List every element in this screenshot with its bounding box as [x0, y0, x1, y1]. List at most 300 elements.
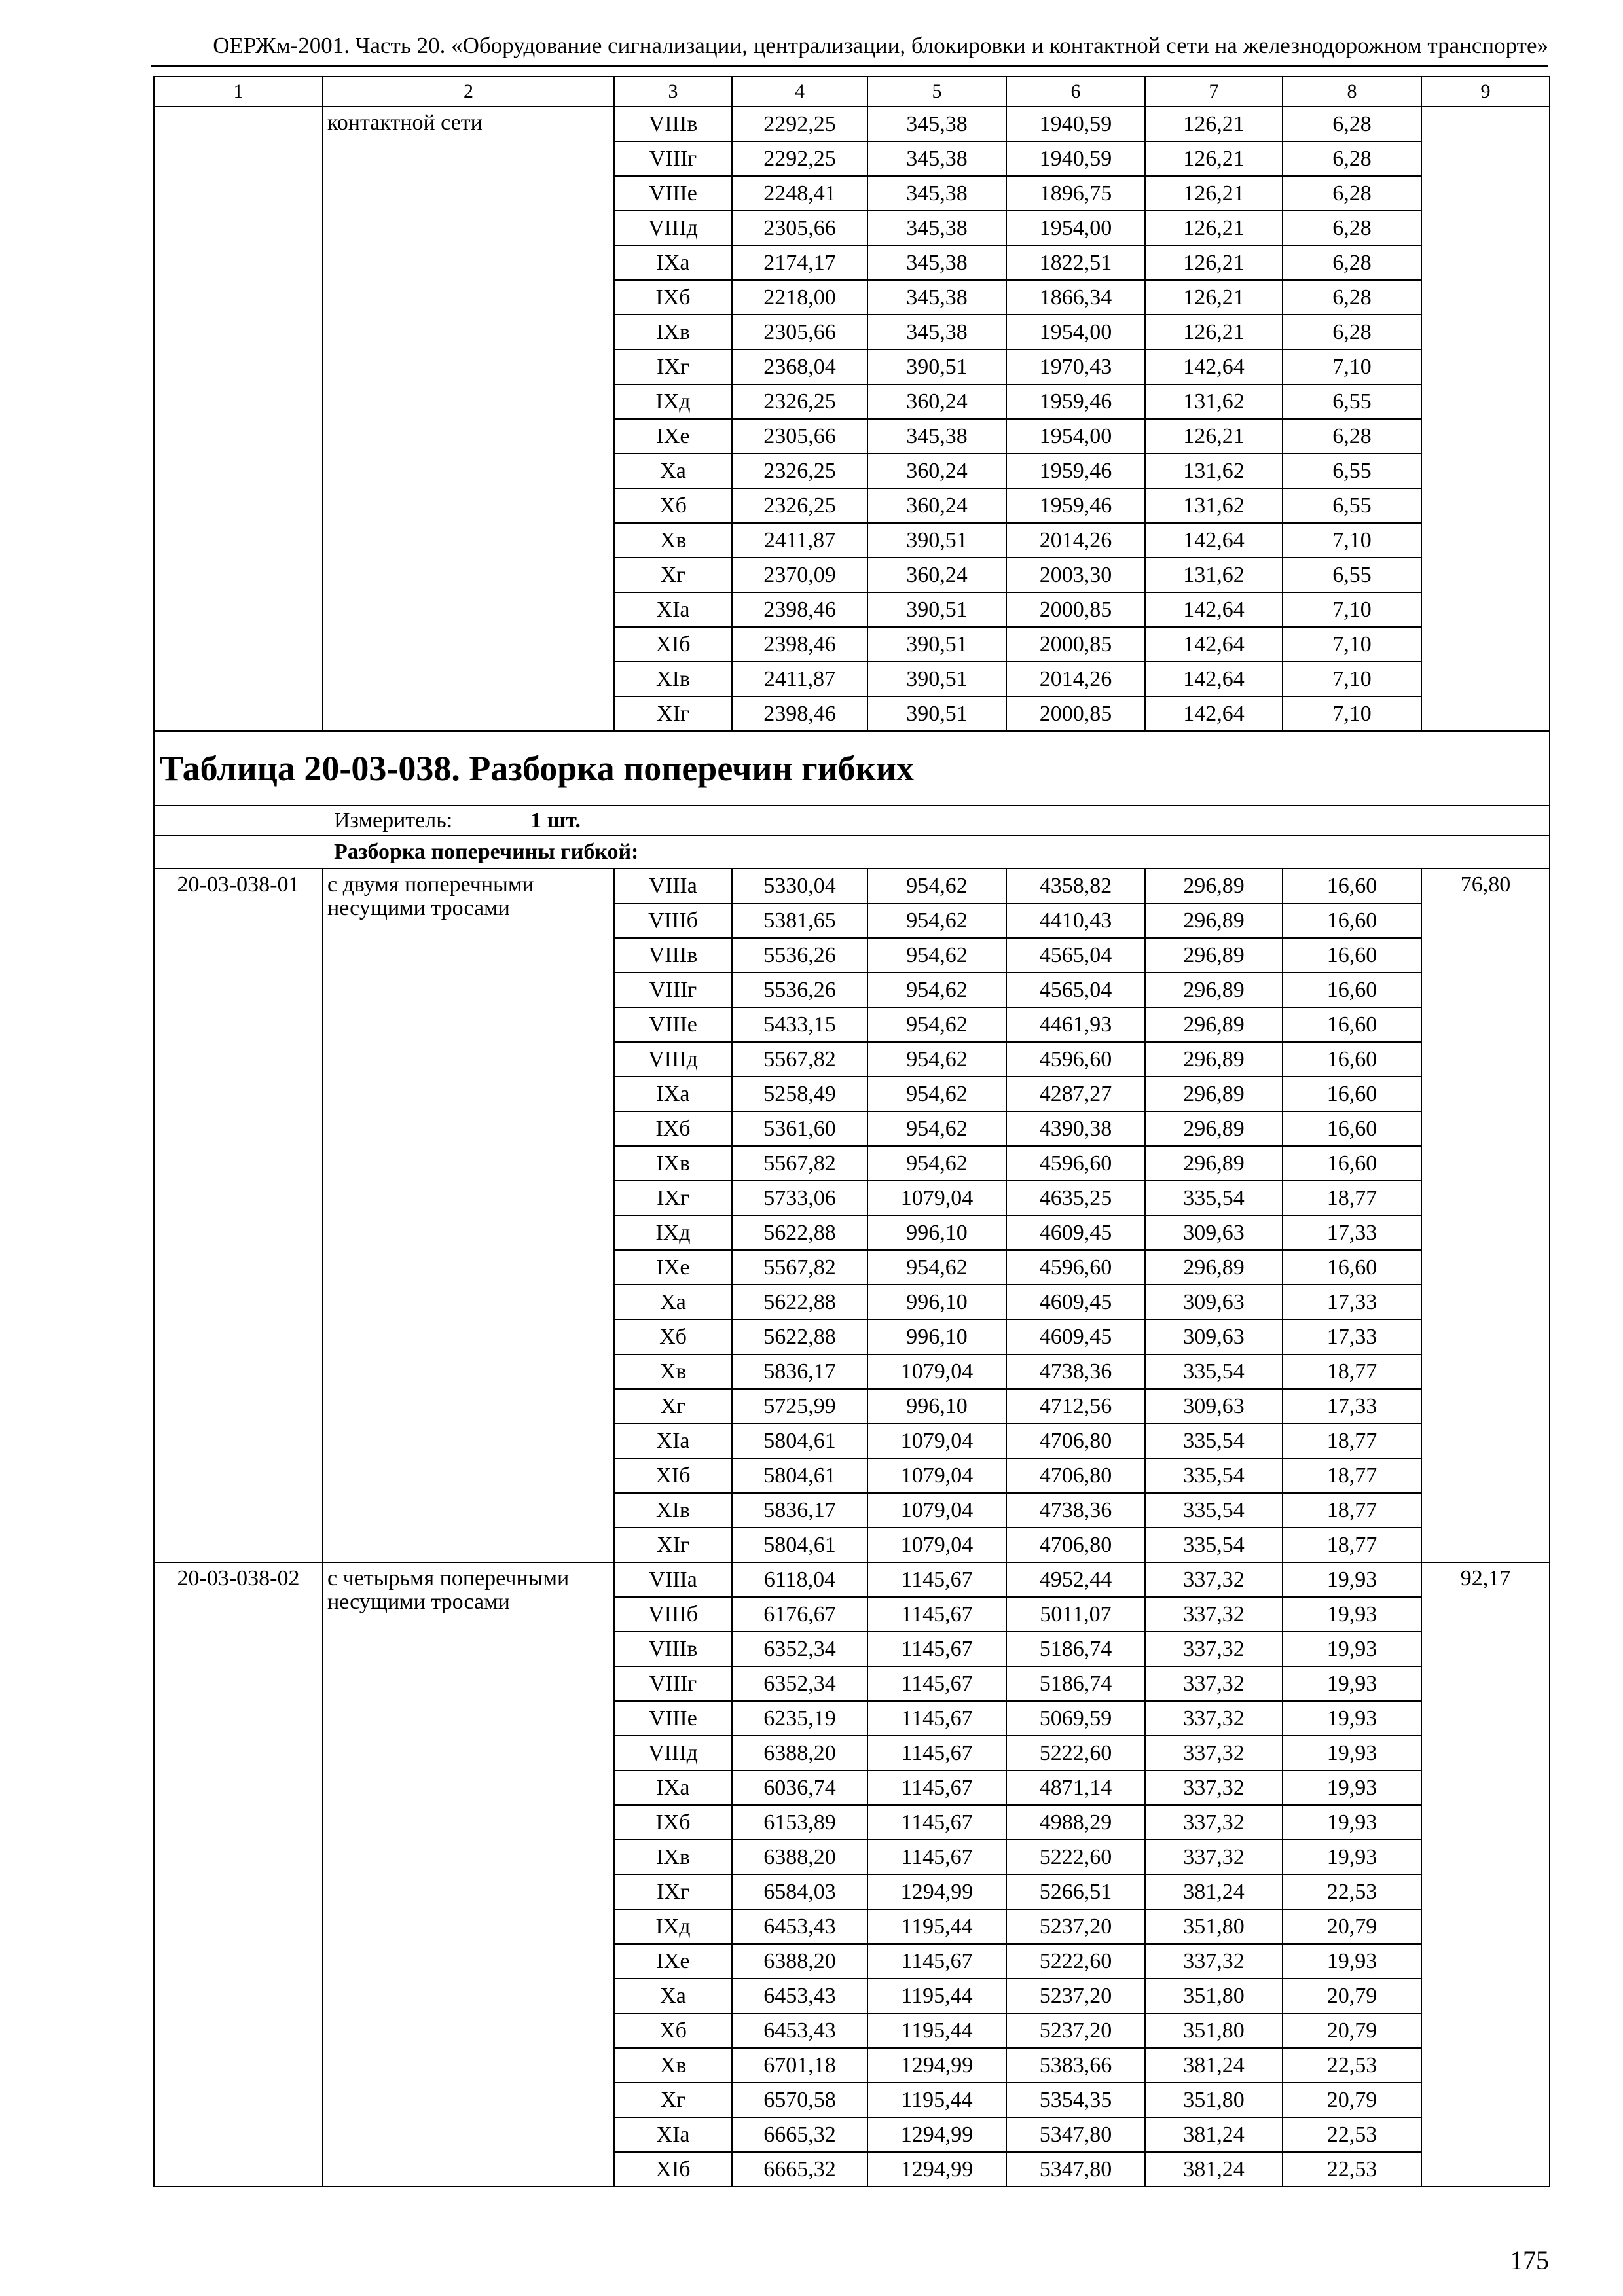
materials-cost-cell: 6,28	[1283, 141, 1421, 176]
resource-class-cell: IXв	[614, 315, 732, 350]
machines-cost-cell: 4565,04	[1006, 973, 1145, 1007]
total-cost-cell: 6352,34	[732, 1632, 867, 1666]
wages-cost-cell: 360,24	[867, 384, 1006, 419]
total-cost-cell: 6388,20	[732, 1944, 867, 1979]
wages-cost-cell: 1195,44	[867, 2013, 1006, 2048]
wages-cost-cell: 1079,04	[867, 1181, 1006, 1215]
machines-cost-cell: 2000,85	[1006, 592, 1145, 627]
resource-class-cell: VIIIб	[614, 1597, 732, 1632]
operators-wages-cell: 142,64	[1145, 350, 1283, 384]
resource-class-cell: VIIIг	[614, 973, 732, 1007]
materials-cost-cell: 20,79	[1283, 1979, 1421, 2013]
measure-row	[154, 806, 1550, 836]
total-cost-cell: 5836,17	[732, 1354, 867, 1389]
wages-cost-cell: 1145,67	[867, 1736, 1006, 1770]
wages-cost-cell: 954,62	[867, 1146, 1006, 1181]
table-title-row	[154, 731, 1550, 806]
operators-wages-cell: 335,54	[1145, 1181, 1283, 1215]
wages-cost-cell: 1145,67	[867, 1805, 1006, 1840]
operators-wages-cell: 337,32	[1145, 1701, 1283, 1736]
operators-wages-cell: 296,89	[1145, 973, 1283, 1007]
operators-wages-cell: 296,89	[1145, 869, 1283, 903]
total-cost-cell: 5804,61	[732, 1528, 867, 1562]
resource-class-cell: Xв	[614, 2048, 732, 2083]
resource-class-cell: IXе	[614, 419, 732, 454]
description-cell: контактной сети	[323, 107, 614, 731]
materials-cost-cell: 19,93	[1283, 1666, 1421, 1701]
resource-class-cell: XIа	[614, 1424, 732, 1458]
total-cost-cell: 6036,74	[732, 1770, 867, 1805]
wages-cost-cell: 345,38	[867, 107, 1006, 141]
materials-cost-cell: 22,53	[1283, 2152, 1421, 2187]
resource-class-cell: IXг	[614, 1874, 732, 1909]
wages-cost-cell: 1145,67	[867, 1632, 1006, 1666]
wages-cost-cell: 360,24	[867, 488, 1006, 523]
operators-wages-cell: 309,63	[1145, 1389, 1283, 1424]
total-cost-cell: 6453,43	[732, 2013, 867, 2048]
wages-cost-cell: 360,24	[867, 454, 1006, 488]
column-number-cell: 5	[867, 77, 1006, 107]
materials-cost-cell: 6,28	[1283, 419, 1421, 454]
machines-cost-cell: 2000,85	[1006, 696, 1145, 731]
resource-class-cell: VIIIд	[614, 211, 732, 245]
operators-wages-cell: 337,32	[1145, 1770, 1283, 1805]
operators-wages-cell: 296,89	[1145, 1146, 1283, 1181]
total-cost-cell: 2218,00	[732, 280, 867, 315]
machines-cost-cell: 4952,44	[1006, 1562, 1145, 1597]
operators-wages-cell: 126,21	[1145, 107, 1283, 141]
operators-wages-cell: 126,21	[1145, 141, 1283, 176]
operators-wages-cell: 381,24	[1145, 2048, 1283, 2083]
total-cost-cell: 5567,82	[732, 1042, 867, 1077]
total-cost-cell: 5725,99	[732, 1389, 867, 1424]
materials-cost-cell: 6,28	[1283, 176, 1421, 211]
resource-class-cell: XIб	[614, 2152, 732, 2187]
machines-cost-cell: 5347,80	[1006, 2152, 1145, 2187]
materials-cost-cell: 19,93	[1283, 1562, 1421, 1597]
wages-cost-cell: 1145,67	[867, 1944, 1006, 1979]
wages-cost-cell: 1294,99	[867, 2152, 1006, 2187]
operators-wages-cell: 296,89	[1145, 1042, 1283, 1077]
wages-cost-cell: 954,62	[867, 938, 1006, 973]
total-cost-cell: 2292,25	[732, 107, 867, 141]
resource-class-cell: Xа	[614, 454, 732, 488]
resource-class-cell: Xб	[614, 1319, 732, 1354]
code-cell: 20-03-038-01	[154, 869, 323, 1562]
materials-cost-cell: 7,10	[1283, 627, 1421, 662]
resource-class-cell: IXа	[614, 1770, 732, 1805]
materials-cost-cell: 17,33	[1283, 1285, 1421, 1319]
resource-class-cell: VIIIа	[614, 1562, 732, 1597]
machines-cost-cell: 1954,00	[1006, 211, 1145, 245]
machines-cost-cell: 5222,60	[1006, 1840, 1145, 1874]
machines-cost-cell: 1954,00	[1006, 419, 1145, 454]
resource-class-cell: VIIIв	[614, 938, 732, 973]
resource-class-cell: Xв	[614, 1354, 732, 1389]
col9-cell: 76,80	[1421, 869, 1550, 1562]
resource-class-cell: IXа	[614, 245, 732, 280]
machines-cost-cell: 1959,46	[1006, 384, 1145, 419]
operators-wages-cell: 296,89	[1145, 1077, 1283, 1111]
resource-class-cell: XIб	[614, 1458, 732, 1493]
total-cost-cell: 2174,17	[732, 245, 867, 280]
materials-cost-cell: 7,10	[1283, 696, 1421, 731]
machines-cost-cell: 4706,80	[1006, 1424, 1145, 1458]
col9-cell: 92,17	[1421, 1562, 1550, 2187]
wages-cost-cell: 954,62	[867, 1111, 1006, 1146]
operators-wages-cell: 351,80	[1145, 2083, 1283, 2117]
wages-cost-cell: 1145,67	[867, 1666, 1006, 1701]
resource-class-cell: IXд	[614, 1215, 732, 1250]
machines-cost-cell: 4358,82	[1006, 869, 1145, 903]
machines-cost-cell: 4596,60	[1006, 1146, 1145, 1181]
code-cell: 20-03-038-02	[154, 1562, 323, 2187]
table-row	[154, 107, 1550, 141]
machines-cost-cell: 4871,14	[1006, 1770, 1145, 1805]
resource-class-cell: VIIIв	[614, 1632, 732, 1666]
total-cost-cell: 2292,25	[732, 141, 867, 176]
materials-cost-cell: 7,10	[1283, 523, 1421, 558]
operators-wages-cell: 337,32	[1145, 1632, 1283, 1666]
resource-class-cell: IXг	[614, 350, 732, 384]
wages-cost-cell: 1145,67	[867, 1562, 1006, 1597]
materials-cost-cell: 20,79	[1283, 2083, 1421, 2117]
total-cost-cell: 6388,20	[732, 1736, 867, 1770]
wages-cost-cell: 1294,99	[867, 2048, 1006, 2083]
materials-cost-cell: 18,77	[1283, 1458, 1421, 1493]
operators-wages-cell: 337,32	[1145, 1944, 1283, 1979]
materials-cost-cell: 20,79	[1283, 2013, 1421, 2048]
operators-wages-cell: 131,62	[1145, 454, 1283, 488]
wages-cost-cell: 996,10	[867, 1285, 1006, 1319]
operators-wages-cell: 296,89	[1145, 938, 1283, 973]
wages-cost-cell: 954,62	[867, 1250, 1006, 1285]
total-cost-cell: 5804,61	[732, 1458, 867, 1493]
wages-cost-cell: 390,51	[867, 627, 1006, 662]
materials-cost-cell: 18,77	[1283, 1424, 1421, 1458]
total-cost-cell: 6665,32	[732, 2152, 867, 2187]
operators-wages-cell: 142,64	[1145, 627, 1283, 662]
operators-wages-cell: 142,64	[1145, 696, 1283, 731]
machines-cost-cell: 5237,20	[1006, 1979, 1145, 2013]
total-cost-cell: 6453,43	[732, 1979, 867, 2013]
operators-wages-cell: 351,80	[1145, 1979, 1283, 2013]
section-heading-row	[154, 836, 1550, 869]
materials-cost-cell: 6,55	[1283, 454, 1421, 488]
column-number-cell: 8	[1283, 77, 1421, 107]
machines-cost-cell: 4596,60	[1006, 1042, 1145, 1077]
machines-cost-cell: 4738,36	[1006, 1493, 1145, 1528]
machines-cost-cell: 5383,66	[1006, 2048, 1145, 2083]
operators-wages-cell: 126,21	[1145, 245, 1283, 280]
materials-cost-cell: 16,60	[1283, 1146, 1421, 1181]
resource-class-cell: XIа	[614, 2117, 732, 2152]
materials-cost-cell: 16,60	[1283, 869, 1421, 903]
materials-cost-cell: 16,60	[1283, 1250, 1421, 1285]
machines-cost-cell: 1959,46	[1006, 488, 1145, 523]
operators-wages-cell: 337,32	[1145, 1805, 1283, 1840]
resource-class-cell: IXб	[614, 1805, 732, 1840]
materials-cost-cell: 18,77	[1283, 1493, 1421, 1528]
resource-class-cell: IXб	[614, 280, 732, 315]
materials-cost-cell: 19,93	[1283, 1805, 1421, 1840]
code-cell	[154, 107, 323, 731]
resource-class-cell: IXе	[614, 1944, 732, 1979]
operators-wages-cell: 131,62	[1145, 384, 1283, 419]
operators-wages-cell: 142,64	[1145, 523, 1283, 558]
price-table	[153, 76, 1550, 2187]
machines-cost-cell: 4609,45	[1006, 1215, 1145, 1250]
operators-wages-cell: 126,21	[1145, 315, 1283, 350]
total-cost-cell: 2326,25	[732, 488, 867, 523]
total-cost-cell: 2368,04	[732, 350, 867, 384]
total-cost-cell: 5567,82	[732, 1250, 867, 1285]
total-cost-cell: 2411,87	[732, 662, 867, 696]
wages-cost-cell: 954,62	[867, 1007, 1006, 1042]
machines-cost-cell: 4712,56	[1006, 1389, 1145, 1424]
resource-class-cell: VIIIа	[614, 869, 732, 903]
resource-class-cell: XIв	[614, 1493, 732, 1528]
resource-class-cell: Xа	[614, 1285, 732, 1319]
wages-cost-cell: 1145,67	[867, 1770, 1006, 1805]
column-number-cell: 4	[732, 77, 867, 107]
resource-class-cell: Xг	[614, 2083, 732, 2117]
machines-cost-cell: 5011,07	[1006, 1597, 1145, 1632]
wages-cost-cell: 1145,67	[867, 1597, 1006, 1632]
machines-cost-cell: 2014,26	[1006, 523, 1145, 558]
resource-class-cell: IXб	[614, 1111, 732, 1146]
wages-cost-cell: 345,38	[867, 280, 1006, 315]
total-cost-cell: 2326,25	[732, 384, 867, 419]
machines-cost-cell: 4988,29	[1006, 1805, 1145, 1840]
total-cost-cell: 2411,87	[732, 523, 867, 558]
materials-cost-cell: 6,28	[1283, 280, 1421, 315]
table-row	[154, 869, 1550, 903]
operators-wages-cell: 381,24	[1145, 2117, 1283, 2152]
machines-cost-cell: 2000,85	[1006, 627, 1145, 662]
materials-cost-cell: 6,28	[1283, 245, 1421, 280]
total-cost-cell: 2305,66	[732, 419, 867, 454]
resource-class-cell: IXд	[614, 384, 732, 419]
materials-cost-cell: 7,10	[1283, 592, 1421, 627]
machines-cost-cell: 4738,36	[1006, 1354, 1145, 1389]
column-number-cell: 3	[614, 77, 732, 107]
resource-class-cell: XIв	[614, 662, 732, 696]
materials-cost-cell: 6,55	[1283, 488, 1421, 523]
measure-cell	[154, 806, 1550, 836]
operators-wages-cell: 335,54	[1145, 1424, 1283, 1458]
wages-cost-cell: 954,62	[867, 869, 1006, 903]
wages-cost-cell: 996,10	[867, 1215, 1006, 1250]
resource-class-cell: VIIIд	[614, 1736, 732, 1770]
resource-class-cell: VIIIв	[614, 107, 732, 141]
machines-cost-cell: 1822,51	[1006, 245, 1145, 280]
machines-cost-cell: 5186,74	[1006, 1632, 1145, 1666]
machines-cost-cell: 4287,27	[1006, 1077, 1145, 1111]
materials-cost-cell: 6,28	[1283, 315, 1421, 350]
total-cost-cell: 2370,09	[732, 558, 867, 592]
wages-cost-cell: 345,38	[867, 245, 1006, 280]
materials-cost-cell: 16,60	[1283, 903, 1421, 938]
operators-wages-cell: 381,24	[1145, 1874, 1283, 1909]
operators-wages-cell: 335,54	[1145, 1528, 1283, 1562]
wages-cost-cell: 1079,04	[867, 1458, 1006, 1493]
total-cost-cell: 5804,61	[732, 1424, 867, 1458]
wages-cost-cell: 390,51	[867, 523, 1006, 558]
materials-cost-cell: 7,10	[1283, 662, 1421, 696]
table-body	[154, 77, 1550, 2187]
materials-cost-cell: 16,60	[1283, 938, 1421, 973]
resource-class-cell: XIг	[614, 696, 732, 731]
wages-cost-cell: 390,51	[867, 592, 1006, 627]
operators-wages-cell: 296,89	[1145, 1111, 1283, 1146]
operators-wages-cell: 142,64	[1145, 592, 1283, 627]
total-cost-cell: 5381,65	[732, 903, 867, 938]
column-number-cell: 9	[1421, 77, 1550, 107]
wages-cost-cell: 345,38	[867, 141, 1006, 176]
wages-cost-cell: 1195,44	[867, 1979, 1006, 2013]
materials-cost-cell: 17,33	[1283, 1319, 1421, 1354]
wages-cost-cell: 345,38	[867, 419, 1006, 454]
machines-cost-cell: 1896,75	[1006, 176, 1145, 211]
materials-cost-cell: 19,93	[1283, 1597, 1421, 1632]
total-cost-cell: 5361,60	[732, 1111, 867, 1146]
resource-class-cell: Xг	[614, 1389, 732, 1424]
operators-wages-cell: 351,80	[1145, 2013, 1283, 2048]
operators-wages-cell: 126,21	[1145, 211, 1283, 245]
wages-cost-cell: 390,51	[867, 350, 1006, 384]
resource-class-cell: IXв	[614, 1146, 732, 1181]
machines-cost-cell: 4410,43	[1006, 903, 1145, 938]
resource-class-cell: Xв	[614, 523, 732, 558]
operators-wages-cell: 126,21	[1145, 419, 1283, 454]
operators-wages-cell: 337,32	[1145, 1736, 1283, 1770]
total-cost-cell: 5536,26	[732, 973, 867, 1007]
resource-class-cell: Xа	[614, 1979, 732, 2013]
machines-cost-cell: 5069,59	[1006, 1701, 1145, 1736]
wages-cost-cell: 1079,04	[867, 1493, 1006, 1528]
machines-cost-cell: 5222,60	[1006, 1944, 1145, 1979]
materials-cost-cell: 6,28	[1283, 107, 1421, 141]
materials-cost-cell: 22,53	[1283, 2048, 1421, 2083]
total-cost-cell: 2305,66	[732, 211, 867, 245]
machines-cost-cell: 1954,00	[1006, 315, 1145, 350]
materials-cost-cell: 19,93	[1283, 1701, 1421, 1736]
description-cell: с двумя поперечными несущими тросами	[323, 869, 614, 1562]
resource-class-cell: VIIIе	[614, 1701, 732, 1736]
total-cost-cell: 6352,34	[732, 1666, 867, 1701]
table-title: Таблица 20-03-038. Разборка поперечин гибких	[154, 731, 1550, 806]
total-cost-cell: 5836,17	[732, 1493, 867, 1528]
operators-wages-cell: 296,89	[1145, 1007, 1283, 1042]
wages-cost-cell: 345,38	[867, 315, 1006, 350]
operators-wages-cell: 335,54	[1145, 1458, 1283, 1493]
operators-wages-cell: 381,24	[1145, 2152, 1283, 2187]
materials-cost-cell: 6,55	[1283, 384, 1421, 419]
materials-cost-cell: 6,55	[1283, 558, 1421, 592]
materials-cost-cell: 19,93	[1283, 1770, 1421, 1805]
measure-value: 1 шт.	[530, 808, 581, 833]
table-row	[154, 1562, 1550, 1597]
total-cost-cell: 6701,18	[732, 2048, 867, 2083]
wages-cost-cell: 954,62	[867, 1077, 1006, 1111]
total-cost-cell: 2326,25	[732, 454, 867, 488]
total-cost-cell: 6665,32	[732, 2117, 867, 2152]
machines-cost-cell: 2014,26	[1006, 662, 1145, 696]
wages-cost-cell: 1079,04	[867, 1354, 1006, 1389]
running-header: ОЕРЖм-2001. Часть 20. «Оборудование сигнализации, централизации, блокировки и контактной сети на железнодорожном транспорте»	[213, 33, 1548, 58]
resource-class-cell: VIIIг	[614, 141, 732, 176]
machines-cost-cell: 5237,20	[1006, 2013, 1145, 2048]
operators-wages-cell: 296,89	[1145, 903, 1283, 938]
resource-class-cell: IXг	[614, 1181, 732, 1215]
operators-wages-cell: 131,62	[1145, 558, 1283, 592]
total-cost-cell: 2305,66	[732, 315, 867, 350]
materials-cost-cell: 16,60	[1283, 1077, 1421, 1111]
wages-cost-cell: 390,51	[867, 696, 1006, 731]
operators-wages-cell: 337,32	[1145, 1840, 1283, 1874]
wages-cost-cell: 1079,04	[867, 1528, 1006, 1562]
materials-cost-cell: 19,93	[1283, 1840, 1421, 1874]
total-cost-cell: 5622,88	[732, 1215, 867, 1250]
wages-cost-cell: 954,62	[867, 903, 1006, 938]
resource-class-cell: IXв	[614, 1840, 732, 1874]
total-cost-cell: 2398,46	[732, 696, 867, 731]
total-cost-cell: 5733,06	[732, 1181, 867, 1215]
resource-class-cell: XIа	[614, 592, 732, 627]
resource-class-cell: IXе	[614, 1250, 732, 1285]
total-cost-cell: 2248,41	[732, 176, 867, 211]
operators-wages-cell: 309,63	[1145, 1319, 1283, 1354]
resource-class-cell: XIг	[614, 1528, 732, 1562]
machines-cost-cell: 4461,93	[1006, 1007, 1145, 1042]
wages-cost-cell: 390,51	[867, 662, 1006, 696]
machines-cost-cell: 5266,51	[1006, 1874, 1145, 1909]
wages-cost-cell: 1145,67	[867, 1701, 1006, 1736]
machines-cost-cell: 4609,45	[1006, 1285, 1145, 1319]
total-cost-cell: 2398,46	[732, 592, 867, 627]
machines-cost-cell: 4390,38	[1006, 1111, 1145, 1146]
materials-cost-cell: 16,60	[1283, 1042, 1421, 1077]
column-number-row	[154, 77, 1550, 107]
machines-cost-cell: 4706,80	[1006, 1458, 1145, 1493]
total-cost-cell: 2398,46	[732, 627, 867, 662]
total-cost-cell: 5567,82	[732, 1146, 867, 1181]
total-cost-cell: 6453,43	[732, 1909, 867, 1944]
materials-cost-cell: 16,60	[1283, 1111, 1421, 1146]
total-cost-cell: 5433,15	[732, 1007, 867, 1042]
machines-cost-cell: 5186,74	[1006, 1666, 1145, 1701]
materials-cost-cell: 19,93	[1283, 1736, 1421, 1770]
column-number-cell: 1	[154, 77, 323, 107]
wages-cost-cell: 1195,44	[867, 2083, 1006, 2117]
materials-cost-cell: 22,53	[1283, 2117, 1421, 2152]
operators-wages-cell: 131,62	[1145, 488, 1283, 523]
resource-class-cell: VIIIе	[614, 1007, 732, 1042]
materials-cost-cell: 17,33	[1283, 1389, 1421, 1424]
total-cost-cell: 6570,58	[732, 2083, 867, 2117]
operators-wages-cell: 351,80	[1145, 1909, 1283, 1944]
resource-class-cell: VIIIд	[614, 1042, 732, 1077]
resource-class-cell: Xб	[614, 488, 732, 523]
total-cost-cell: 6235,19	[732, 1701, 867, 1736]
total-cost-cell: 5330,04	[732, 869, 867, 903]
total-cost-cell: 6176,67	[732, 1597, 867, 1632]
total-cost-cell: 6388,20	[732, 1840, 867, 1874]
operators-wages-cell: 126,21	[1145, 176, 1283, 211]
resource-class-cell: IXд	[614, 1909, 732, 1944]
header-rule	[151, 65, 1548, 67]
